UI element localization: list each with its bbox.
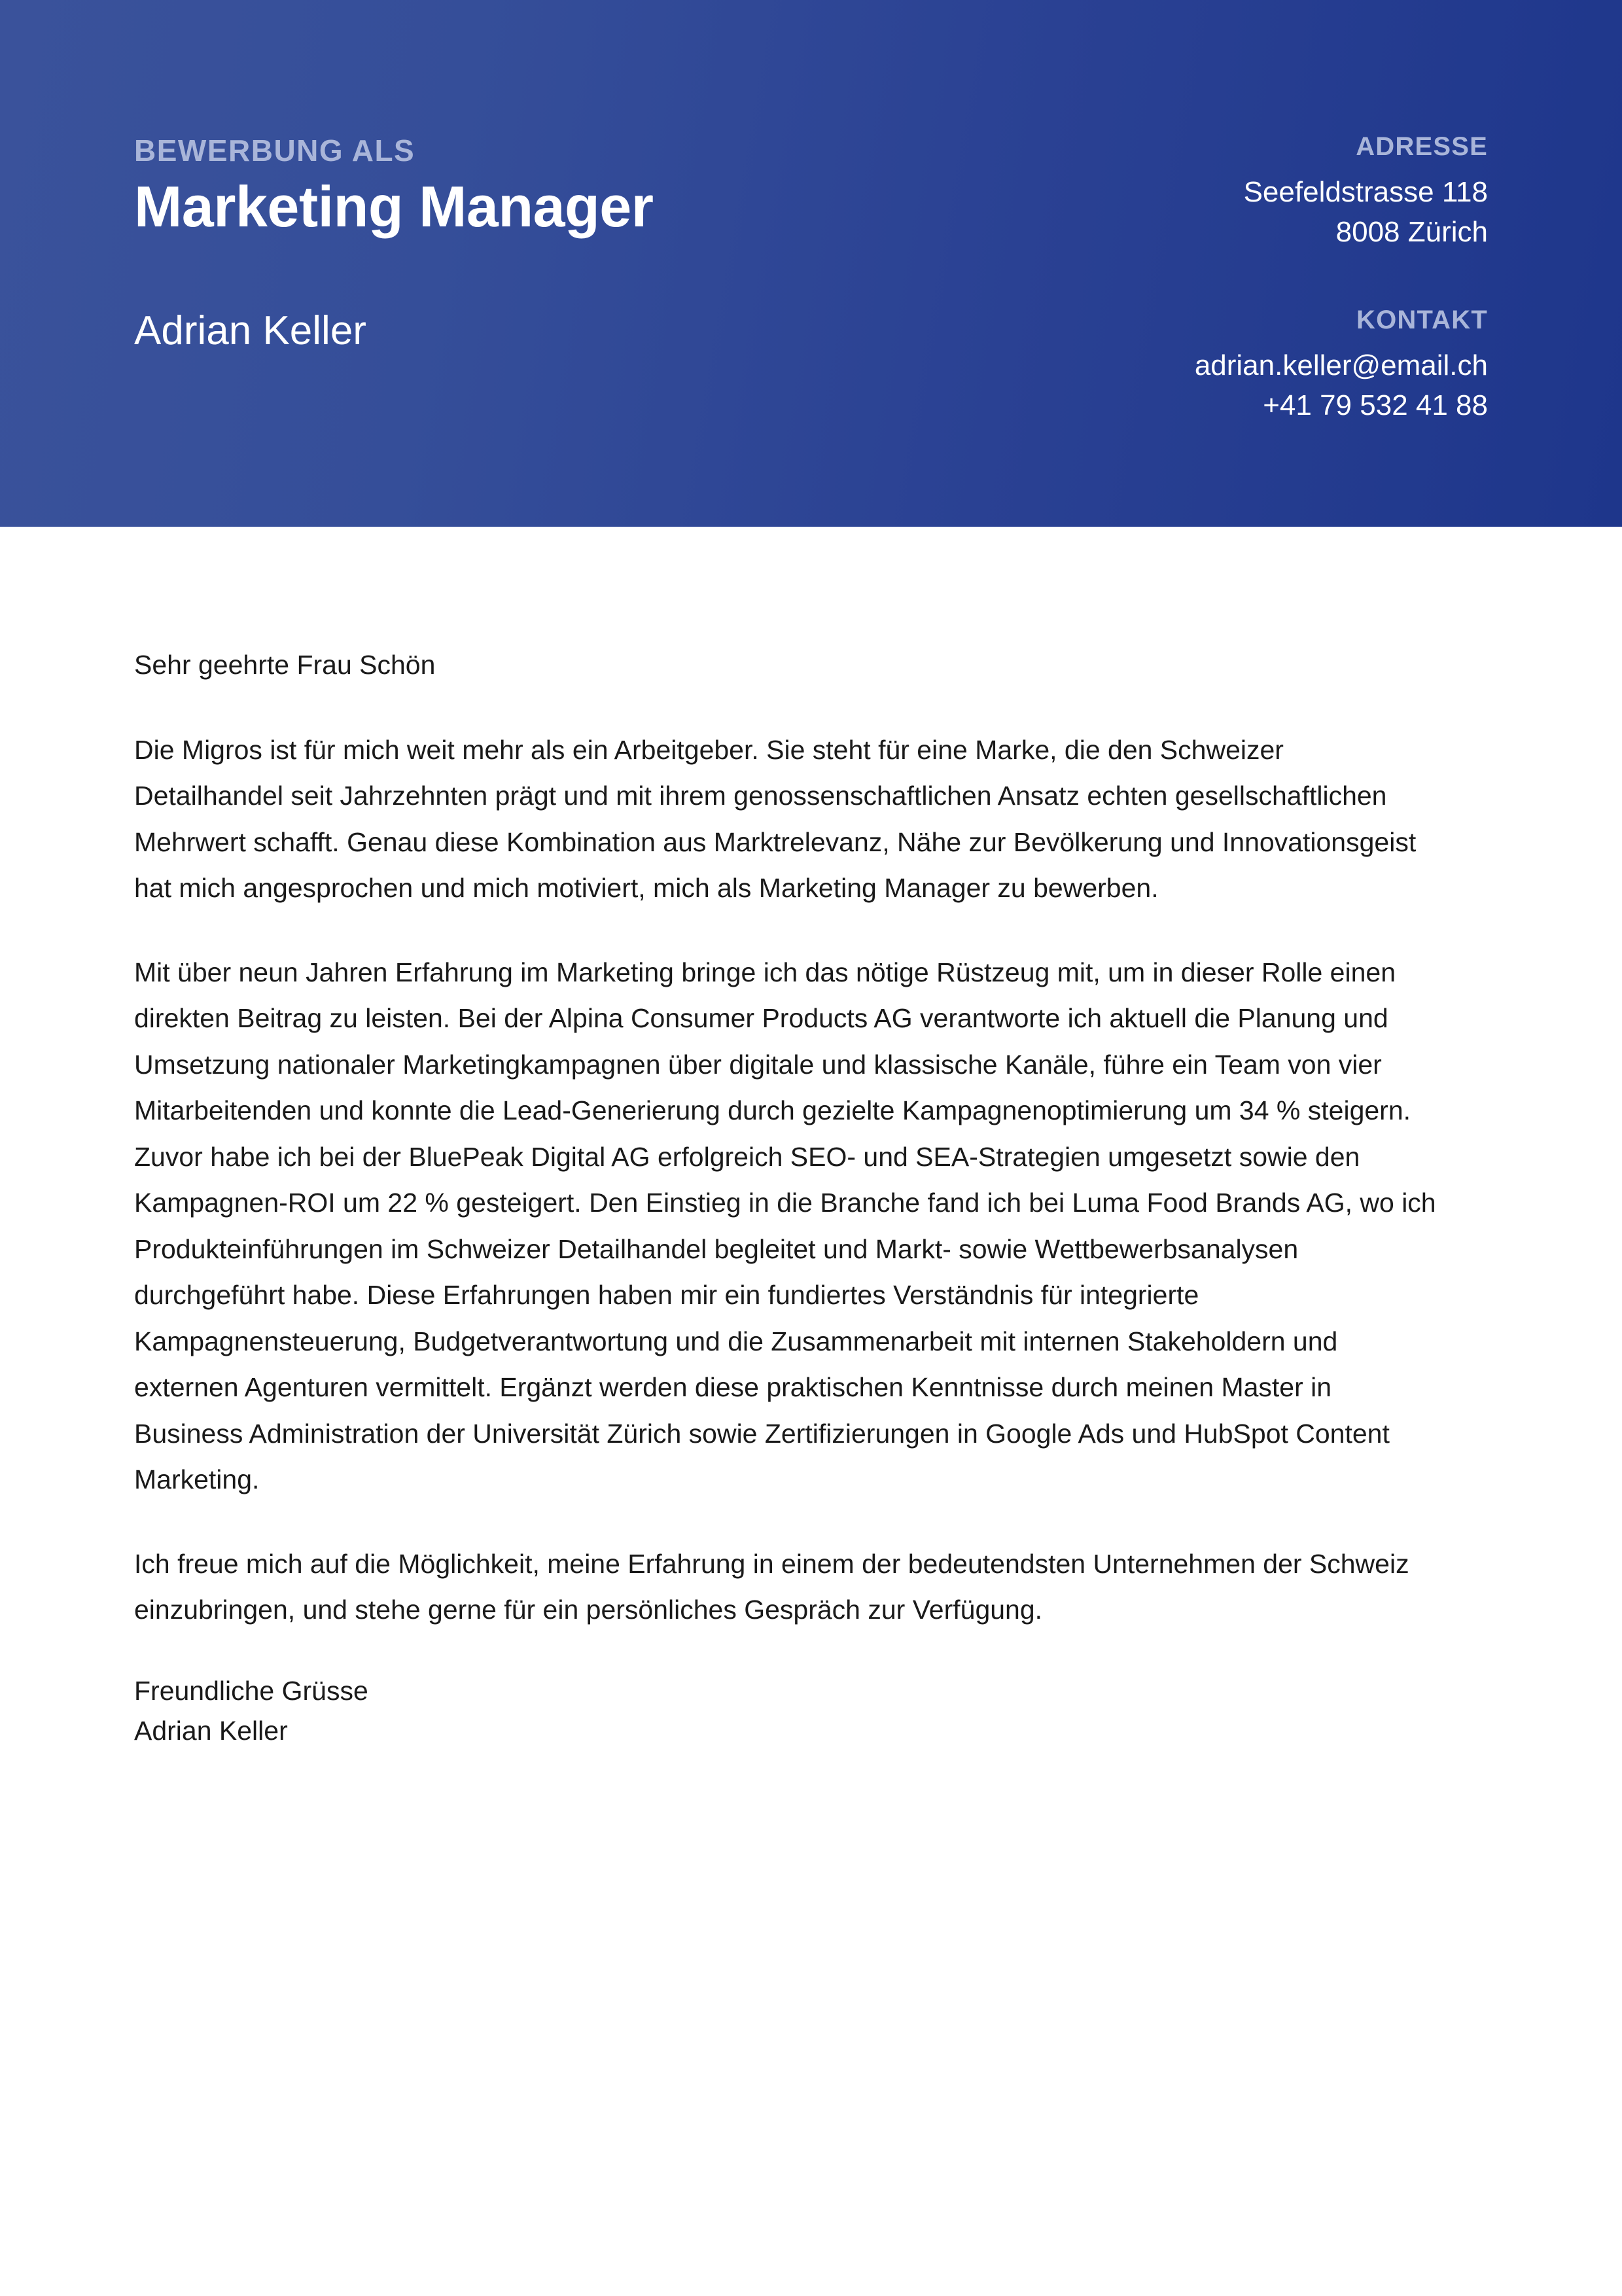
application-eyebrow-label: BEWERBUNG ALS — [134, 133, 415, 168]
header-right-column — [1195, 131, 1488, 426]
contact-phone[interactable]: +41 79 532 41 88 — [1263, 389, 1488, 422]
contact-email[interactable]: adrian.keller@email.ch — [1194, 349, 1488, 382]
letter-header-banner — [0, 0, 1622, 527]
address-block — [1244, 131, 1488, 252]
job-title: Marketing Manager — [134, 173, 654, 239]
letter-closing: Freundliche Grüsse — [134, 1675, 368, 1706]
letter-signature-name: Adrian Keller — [134, 1716, 288, 1746]
letter-paragraph-2: Mit über neun Jahren Erfahrung im Marketing bringe ich das nötige Rüstzeug mit, um in dieser Rolle einen direkten Beitrag zu leisten. Bei der Alpina Consumer Products AG verantworte ich aktuell die Planung und Umsetzung nationaler Marketingkampagnen über digitale und klassische Kanäle, führe ein Team von vier Mitarbeitenden und konnte die Lead-Generierung durch gezielte Kampagnenoptimierung um 34 % steigern. Zuvor habe ich bei der BluePeak Digital AG erfolgreich SEO- und SEA-Strategien umgesetzt sowie den Kampagnen-ROI um 22 % gesteigert. Den Einstieg in die Branche fand ich bei Luma Food Brands AG, wo ich Produkteinführungen im Schweizer Detailhandel begleitet und Markt- sowie Wettbewerbsanalysen durchgeführt habe. Diese Erfahrungen haben mir ein fundiertes Verständnis für integrierte Kampagnensteuerung, Budgetverantwortung und die Zusammenarbeit mit internen Stakeholdern und externen Agenturen vermittelt. Ergänzt werden diese praktischen Kenntnisse durch meinen Master in Business Administration der Universität Zürich sowie Zertifizierungen in Google Ads und HubSpot Content Marketing. — [134, 957, 1436, 1495]
letter-paragraph-1: Die Migros ist für mich weit mehr als ein Arbeitgeber. Sie steht für eine Marke, die den Schweizer Detailhandel seit Jahrzehnten prägt und mit ihrem genossenschaftlichen Ansatz echten gesellschaftlichen Mehrwert schafft. Genau diese Kombination aus Marktrelevanz, Nähe zur Bevölkerung und Innovationsgeist hat mich angesprochen und mich motiviert, mich als Marketing Manager zu bewerben. — [134, 734, 1417, 904]
applicant-name: Adrian Keller — [134, 308, 366, 353]
address-label: ADRESSE — [1356, 132, 1488, 161]
letter-salutation: Sehr geehrte Frau Schön — [134, 650, 436, 680]
contact-block — [1195, 304, 1488, 425]
contact-label: KONTAKT — [1356, 306, 1488, 335]
letter-body — [0, 527, 1622, 1752]
header-left-column — [134, 134, 653, 353]
letter-closing-block — [134, 1671, 1439, 1752]
address-city: 8008 Zürich — [1335, 215, 1488, 248]
letter-paragraph-3: Ich freue mich auf die Möglichkeit, meine Erfahrung in einem der bedeutendsten Unternehmen der Schweiz einzubringen, und stehe gerne für ein persönliches Gespräch zur Verfügung. — [134, 1548, 1409, 1625]
address-street: Seefeldstrasse 118 — [1243, 176, 1488, 208]
